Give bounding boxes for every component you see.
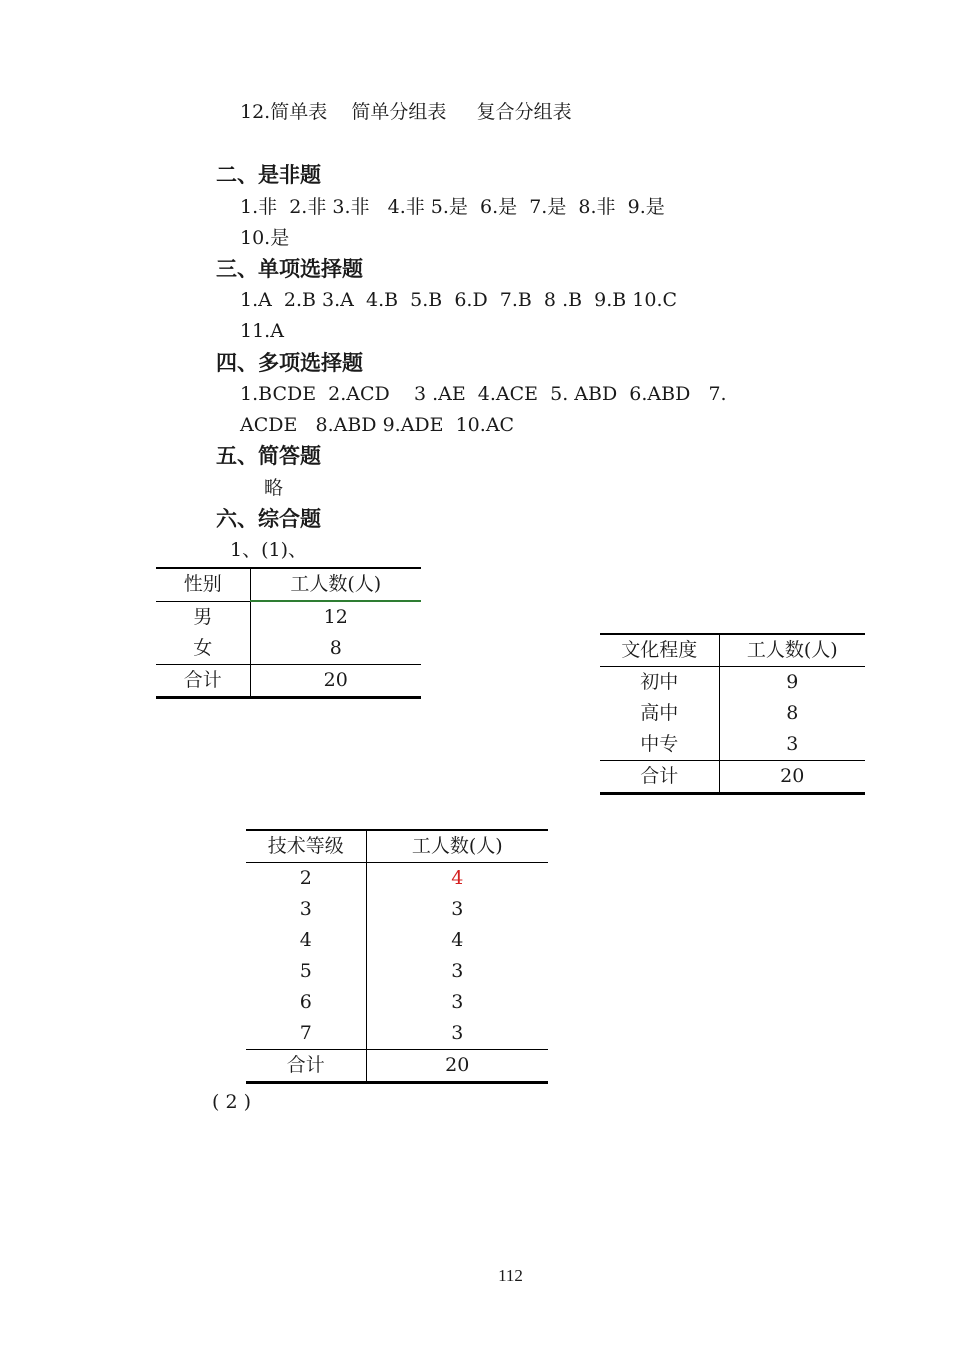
true-false-heading: 二、是非题	[216, 163, 321, 187]
table-row	[600, 729, 865, 761]
comprehensive-heading: 六、综合题	[216, 507, 321, 531]
table-cell: 3	[786, 733, 799, 755]
single-choice-answers-line1: 1.A 2.B 3.A 4.B 5.B 6.D 7.B 8 .B 9.B 10.C	[240, 289, 678, 311]
multi-choice-heading: 四、多项选择题	[216, 351, 363, 375]
table-cell: 9	[786, 671, 799, 693]
table-total-row	[600, 761, 865, 794]
table-cell: 4	[451, 929, 464, 951]
table-cell: 8	[329, 637, 342, 659]
skill-level-table	[246, 829, 548, 1084]
single-choice-answers-line2: 11.A	[240, 320, 284, 342]
table-row	[246, 987, 548, 1018]
page-number: 112	[498, 1266, 523, 1285]
table-cell: 合计	[246, 1050, 366, 1083]
table-cell: 高中	[600, 698, 719, 729]
table-total-row	[246, 1050, 548, 1083]
table-header-row	[156, 568, 421, 601]
table-cell: 男	[156, 601, 250, 633]
table-cell: 20	[719, 761, 865, 794]
table-cell: 3	[246, 894, 366, 925]
table-cell: 合计	[600, 761, 719, 794]
fill-blank-line-12: 12.简单表 简单分组表 复合分组表	[240, 101, 572, 123]
table-row	[246, 956, 548, 987]
table-row	[156, 601, 421, 633]
table-cell: 8	[786, 702, 799, 724]
column-header: 性别	[156, 568, 250, 601]
table-row	[246, 1018, 548, 1050]
short-answer-body: 略	[264, 477, 284, 499]
table-row	[600, 667, 865, 699]
education-table	[600, 633, 865, 795]
table-total-row	[156, 665, 421, 698]
table-row	[246, 863, 548, 895]
table-cell: 5	[246, 956, 366, 987]
table-row	[246, 894, 548, 925]
column-header: 工人数(人)	[719, 634, 865, 667]
table-cell: 20	[250, 665, 421, 698]
column-header: 文化程度	[600, 634, 719, 667]
single-choice-heading: 三、单项选择题	[216, 257, 363, 281]
table-row	[600, 698, 865, 729]
table-cell: 20	[366, 1050, 548, 1083]
table-header-row	[246, 830, 548, 863]
table-cell: 3	[451, 960, 464, 982]
table-cell: 中专	[600, 729, 719, 761]
table-cell: 女	[156, 633, 250, 665]
table-cell: 12	[323, 606, 348, 628]
column-header: 工人数(人)	[250, 568, 421, 601]
column-header: 工人数(人)	[366, 830, 548, 863]
table-cell: 合计	[156, 665, 250, 698]
table-cell: 初中	[600, 667, 719, 699]
table-cell: 2	[246, 863, 366, 895]
short-answer-heading: 五、简答题	[216, 444, 321, 468]
true-false-answers-line2: 10.是	[240, 227, 290, 249]
table-cell: 4	[246, 925, 366, 956]
multi-choice-answers-line1: 1.BCDE 2.ACD 3 .AE 4.ACE 5. ABD 6.ABD 7.	[240, 383, 727, 405]
comprehensive-sub-2: ( 2 )	[212, 1091, 251, 1113]
table-cell: 6	[246, 987, 366, 1018]
gender-table	[156, 567, 421, 699]
table-header-row	[600, 634, 865, 667]
table-cell: 3	[451, 898, 464, 920]
table-row	[156, 633, 421, 665]
column-header: 技术等级	[246, 830, 366, 863]
table-cell: 3	[451, 1022, 464, 1044]
table-cell-highlighted: 4	[451, 867, 464, 889]
true-false-answers-line1: 1.非 2.非 3.非 4.非 5.是 6.是 7.是 8.非 9.是	[240, 196, 665, 218]
table-row	[246, 925, 548, 956]
table-cell: 3	[451, 991, 464, 1013]
table-cell: 7	[246, 1018, 366, 1050]
multi-choice-answers-line2: ACDE 8.ABD 9.ADE 10.AC	[240, 414, 515, 436]
comprehensive-sub-1: 1、(1)、	[230, 539, 308, 561]
